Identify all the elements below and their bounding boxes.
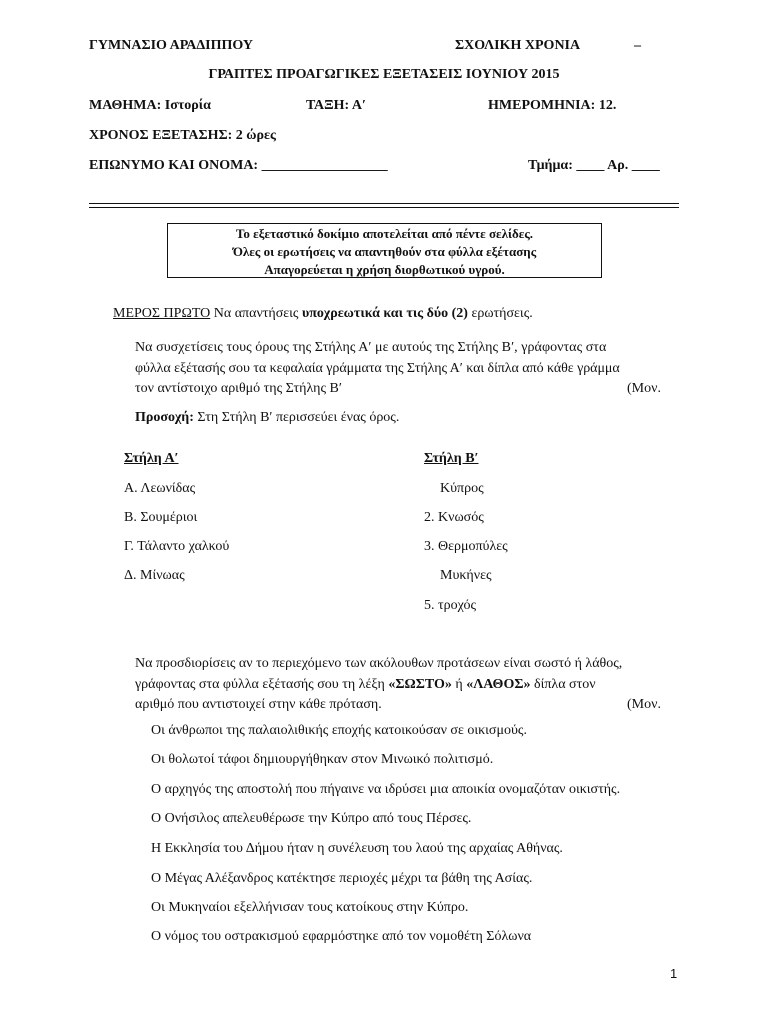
statement-item: Οι άνθρωποι της παλαιολιθικής εποχής κατοικούσαν σε οικισμούς. [151,723,527,738]
question1-line1: Να συσχετίσεις τους όρους της Στήλης Α′ με αυτούς της Στήλης Β′, γράφοντας στα [135,340,607,355]
school-year-label: ΣΧΟΛΙΚΗ ΧΡΟΝΙΑ [455,38,581,53]
instructions-answer-sheets: Όλες οι ερωτήσεις να απαντηθούν στα φύλλα εξέτασης [232,244,537,259]
column-b-item: Μυκήνες [440,568,492,583]
question2-line3-text: αριθμό που αντιστοιχεί στην κάθε πρόταση. [135,697,382,712]
question2-line3 [135,695,679,716]
statement-item: Ο Ονήσιλος απελευθέρωσε την Κύπρο από τους Πέρσες. [151,811,472,826]
column-b-item: 3. Θερμοπύλες [424,539,508,554]
column-b-item: Κύπρος [440,481,484,496]
question2-text [135,654,679,716]
question1-line3-text: τον αντίστοιχο αριθμό της Στήλης Β′ [135,381,342,396]
question2-line2-pre: γράφοντας στα φύλλα εξέτασής σου τη λέξη [135,676,389,692]
statement-item: Ο αρχηγός της αποστολή που πήγαινε να ιδρύσει μια αποικία ονομαζόταν οικιστής. [151,782,621,797]
header-rule-top [89,203,679,204]
part1-intro-post: ερωτήσεις. [467,306,533,321]
exam-date: ΗΜΕΡΟΜΗΝΙΑ: 12. [488,98,617,113]
instructions-no-correction-fluid: Απαγορεύεται η χρήση διορθωτικού υγρού. [264,262,505,277]
student-name-field[interactable]: ΕΠΩΝΥΜΟ ΚΑΙ ΟΝΟΜΑ: __________________ [89,158,388,173]
column-a-item: Β. Σουμέριοι [124,510,198,525]
answer-wrong-word: «ΛΑΘΟΣ» [466,676,531,692]
question1-text [135,338,679,400]
question2-line1: Να προσδιορίσεις αν το περιεχόμενο των ακόλουθων προτάσεων είναι σωστό ή λάθος, [135,656,623,671]
part1-intro-pre: Να απαντήσεις [210,306,302,321]
part1-title: ΜΕΡΟΣ ΠΡΩΤΟ [113,306,211,321]
statement-item: Ο Μέγας Αλέξανδρος κατέκτησε περιοχές μέχρι τα βάθη της Ασίας. [151,871,533,886]
subject: ΜΑΘΗΜΑ: Ιστορία [89,98,211,113]
class-grade: ΤΑΞΗ: Α′ [306,98,366,113]
question2-line2-mid: ή [451,676,467,692]
column-b-item: 2. Κνωσός [424,510,484,525]
column-a-item: Α. Λεωνίδας [124,481,196,496]
statement-item: Οι θολωτοί τάφοι δημιουργήθηκαν στον Μινωικό πολιτισμό. [151,752,494,767]
question1-line3 [135,379,679,400]
column-b-header: Στήλη Β′ [424,451,479,466]
statement-item: Η Εκκλησία του Δήμου ήταν η συνέλευση του λαού της αρχαίας Αθήνας. [151,841,563,856]
question1-note-text: Στη Στήλη Β′ περισσεύει ένας όρος. [193,410,400,425]
section-number-field[interactable]: Τμήμα: ____ Αρ. ____ [528,158,660,173]
statement-item: Οι Μυκηναίοι εξελλήνισαν τους κατοίκους στην Κύπρο. [151,900,469,915]
question2-marks: (Μον. [627,697,661,712]
question1-marks: (Μον. [627,381,661,396]
question2-line2 [135,675,679,696]
school-name: ΓΥΜΝΑΣΙΟ ΑΡΑΔΙΠΠΟΥ [89,38,254,53]
exam-duration: ΧΡΟΝΟΣ ΕΞΕΤΑΣΗΣ: 2 ώρες [89,128,276,143]
part1-intro-bold: υποχρεωτικά και τις δύο (2) [301,306,468,321]
question2-line2-post: δίπλα στον [530,676,596,692]
instructions-box [167,223,602,278]
part1-heading [113,306,533,322]
column-a-header: Στήλη Α′ [124,451,179,466]
column-b-item: 5. τροχός [424,598,477,613]
instructions-pages: Το εξεταστικό δοκίμιο αποτελείται από πέντε σελίδες. [235,226,534,241]
school-year-dash: – [634,38,641,53]
column-a-item: Δ. Μίνωας [124,568,185,583]
question1-line2: φύλλα εξέτασής σου τα κεφαλαία γράμματα της Στήλης Α′ και δίπλα από κάθε γράμμα [135,360,620,376]
page-number: 1 [670,966,678,981]
header-rule-bottom [89,207,679,208]
question1-note-label: Προσοχή: [135,410,194,425]
statement-item: Ο νόμος του οστρακισμού εφαρμόστηκε από τον νομοθέτη Σόλωνα [151,929,532,944]
question1-note [135,410,399,426]
answer-correct-word: «ΣΩΣΤΟ» [388,676,452,692]
exam-title: ΓΡΑΠΤΕΣ ΠΡΟΑΓΩΓΙΚΕΣ ΕΞΕΤΑΣΕΙΣ ΙΟΥΝΙΟΥ 2015 [208,67,560,82]
column-a-item: Γ. Τάλαντο χαλκού [124,539,230,554]
